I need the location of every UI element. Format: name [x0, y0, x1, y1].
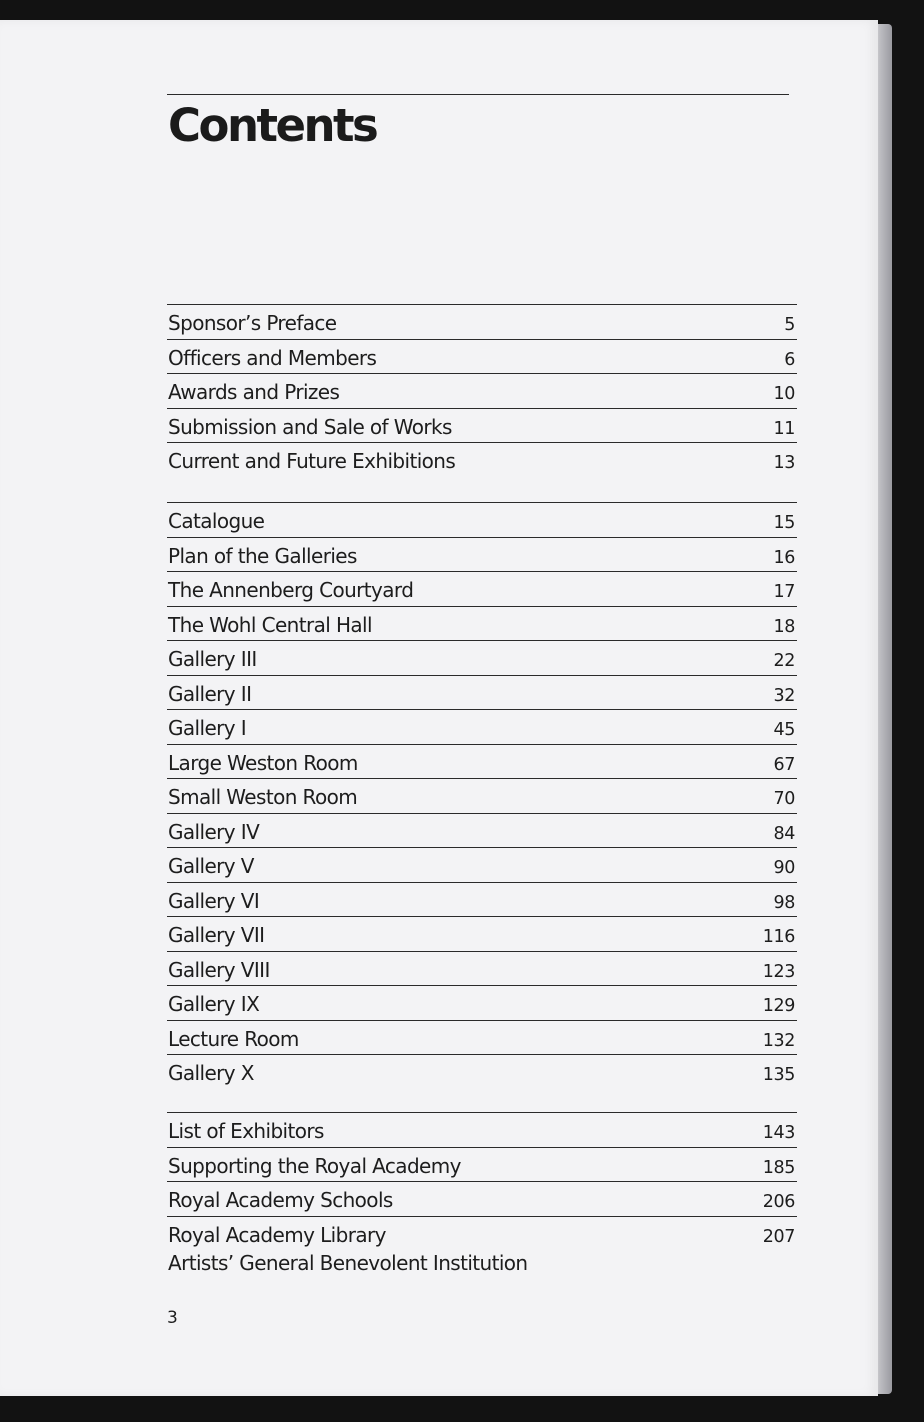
toc-entry-page-number: 129 [762, 996, 795, 1016]
toc-entry[interactable] [167, 537, 797, 572]
toc-entry[interactable] [167, 442, 797, 477]
page-title: Contents [168, 99, 377, 152]
toc-group-back-matter [167, 1112, 797, 1278]
toc-entry-page-number: 67 [773, 754, 795, 775]
toc-entry-label: Gallery V [168, 854, 254, 878]
toc-entry-page-number: 32 [773, 685, 795, 706]
toc-entry[interactable] [167, 1112, 797, 1147]
toc-entry[interactable] [167, 1054, 797, 1089]
toc-entry-page-number: 45 [773, 720, 795, 740]
toc-entry-label: Lecture Room [168, 1026, 299, 1051]
toc-entry-label: Officers and Members [168, 345, 377, 370]
toc-entry-page-number: 135 [762, 1065, 795, 1085]
page-number: 3 [167, 1308, 178, 1328]
toc-entry-page-number: 70 [773, 789, 795, 809]
toc-entry[interactable] [167, 304, 797, 339]
toc-entry-page-number: 116 [762, 927, 795, 947]
toc-entry[interactable] [167, 1147, 797, 1182]
toc-entry-page-number: 22 [773, 651, 795, 671]
toc-entry[interactable] [167, 951, 797, 986]
toc-entry-page-number: 185 [762, 1157, 795, 1178]
toc-entry[interactable] [167, 1216, 797, 1278]
toc-entry-page-number: 6 [784, 349, 795, 370]
toc-entry[interactable] [167, 916, 797, 951]
toc-entry-page-number: 10 [773, 384, 795, 404]
toc-entry[interactable] [167, 778, 797, 813]
toc-entry-label: Supporting the Royal Academy [168, 1153, 461, 1178]
toc-entry-label: Small Weston Room [168, 785, 358, 809]
toc-entry-label: Gallery II [168, 681, 252, 706]
toc-entry-page-number: 84 [773, 823, 795, 844]
toc-entry-page-number: 15 [773, 513, 795, 533]
toc-entry-label: Gallery IX [168, 992, 260, 1016]
header-rule [167, 94, 789, 95]
toc-entry-label: Sponsor’s Preface [168, 311, 337, 335]
toc-entry[interactable] [167, 1181, 797, 1216]
toc-entry-label: List of Exhibitors [168, 1119, 324, 1143]
toc-entry-label: Plan of the Galleries [168, 543, 357, 568]
toc-entry-label: Gallery IV [168, 819, 260, 844]
toc-entry[interactable] [167, 675, 797, 710]
toc-entry-label: Royal Academy Schools [168, 1188, 393, 1212]
toc-entry-page-number: 143 [762, 1123, 795, 1143]
toc-entry-label: The Annenberg Courtyard [168, 578, 414, 602]
toc-group-catalogue [167, 502, 797, 1089]
toc-entry-page-number: 207 [762, 1226, 795, 1247]
toc-entry-page-number: 17 [773, 582, 795, 602]
toc-entry-label: Gallery X [168, 1061, 254, 1085]
toc-entry-label: Current and Future Exhibitions [168, 449, 456, 473]
toc-entry-page-number: 90 [773, 858, 795, 878]
toc-entry-label: The Wohl Central Hall [168, 612, 372, 637]
toc-group-front-matter [167, 304, 797, 477]
toc-entry[interactable] [167, 1020, 797, 1055]
toc-entry-page-number: 206 [762, 1192, 795, 1212]
toc-entry-page-number: 18 [773, 616, 795, 637]
toc-entry-subline: Artists’ General Benevolent Institution [168, 1250, 528, 1275]
toc-entry-label: Royal Academy Library [168, 1222, 386, 1247]
toc-entry[interactable] [167, 571, 797, 606]
toc-entry-page-number: 5 [784, 315, 795, 335]
toc-entry[interactable] [167, 847, 797, 882]
toc-entry[interactable] [167, 744, 797, 779]
toc-entry[interactable] [167, 373, 797, 408]
toc-entry-label: Gallery VIII [168, 957, 270, 982]
toc-entry[interactable] [167, 813, 797, 848]
toc-entry-page-number: 123 [762, 961, 795, 982]
toc-entry-label: Gallery VI [168, 888, 260, 913]
toc-entry-page-number: 98 [773, 892, 795, 913]
document-page [0, 20, 878, 1396]
toc-entry-label: Awards and Prizes [168, 380, 340, 404]
toc-entry-page-number: 13 [773, 453, 795, 473]
toc-entry-label: Gallery VII [168, 923, 265, 947]
toc-entry[interactable] [167, 339, 797, 374]
toc-entry-label: Catalogue [168, 509, 265, 533]
toc-entry[interactable] [167, 985, 797, 1020]
toc-entry-label: Gallery I [168, 716, 247, 740]
toc-entry[interactable] [167, 408, 797, 443]
toc-entry[interactable] [167, 502, 797, 537]
toc-entry-label: Large Weston Room [168, 750, 358, 775]
toc-entry[interactable] [167, 640, 797, 675]
toc-entry-page-number: 11 [773, 418, 795, 439]
toc-entry-label: Submission and Sale of Works [168, 414, 452, 439]
toc-entry-label: Gallery III [168, 647, 257, 671]
toc-entry[interactable] [167, 709, 797, 744]
toc-entry-page-number: 132 [762, 1030, 795, 1051]
toc-entry[interactable] [167, 606, 797, 641]
toc-entry[interactable] [167, 882, 797, 917]
toc-entry-page-number: 16 [773, 547, 795, 568]
